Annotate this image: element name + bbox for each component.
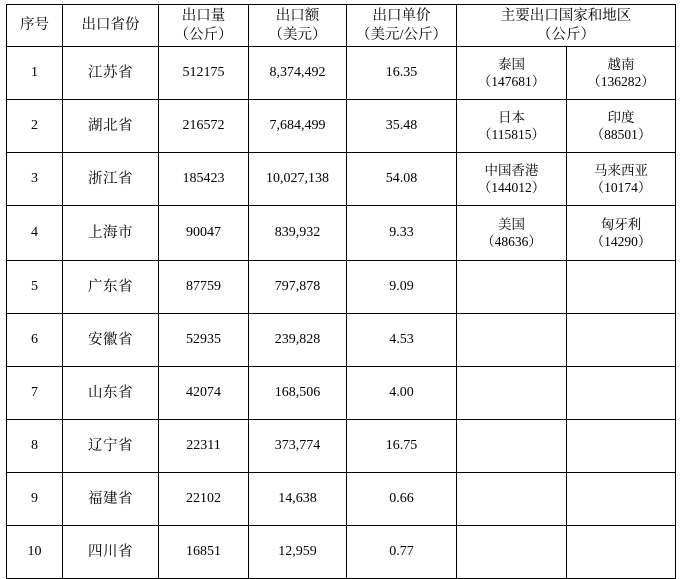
row-province: 江苏省: [63, 47, 159, 100]
row-index: 1: [7, 47, 63, 100]
row-destination-a: [457, 206, 567, 261]
row-destination-b: [567, 367, 676, 420]
table-row: [7, 153, 676, 206]
row-destination-a: [457, 153, 567, 206]
row-province: 上海市: [63, 206, 159, 261]
row-unit-price: 35.48: [347, 100, 457, 153]
row-index: 6: [7, 314, 63, 367]
table-header-row: [7, 5, 676, 47]
row-destination-b: [567, 261, 676, 314]
header-unit-price-line1: 出口单价: [372, 8, 431, 24]
row-destination-b: [567, 473, 676, 526]
row-destination-b: [567, 100, 676, 153]
row-province: 山东省: [63, 367, 159, 420]
table-row: [7, 526, 676, 579]
row-province: 辽宁省: [63, 420, 159, 473]
row-amount: 7,684,499: [249, 100, 347, 153]
header-destinations: [457, 5, 676, 47]
table-row: [7, 420, 676, 473]
row-province: 湖北省: [63, 100, 159, 153]
row-province: 四川省: [63, 526, 159, 579]
row-destination-b: [567, 153, 676, 206]
row-destination-a: [457, 261, 567, 314]
row-amount: 797,878: [249, 261, 347, 314]
row-quantity: 22102: [159, 473, 249, 526]
row-quantity: 52935: [159, 314, 249, 367]
destination-a-value: （147681）: [477, 74, 546, 90]
header-destinations-line1: 主要出口国家和地区: [500, 8, 632, 24]
destination-a-name: 日本: [498, 109, 525, 125]
row-unit-price: 0.66: [347, 473, 457, 526]
header-unit-price-line2: （美元/公斤）: [355, 26, 448, 43]
export-statistics-table: [6, 4, 676, 579]
destination-b-name: 马来西亚: [594, 162, 648, 178]
row-unit-price: 16.75: [347, 420, 457, 473]
row-destination-b: [567, 526, 676, 579]
row-index: 4: [7, 206, 63, 261]
row-index: 2: [7, 100, 63, 153]
row-quantity: 22311: [159, 420, 249, 473]
row-destination-b: [567, 206, 676, 261]
row-province: 广东省: [63, 261, 159, 314]
header-province: [63, 5, 159, 47]
table-row: [7, 206, 676, 261]
table-row: [7, 367, 676, 420]
row-amount: 10,027,138: [249, 153, 347, 206]
row-destination-a: [457, 526, 567, 579]
row-destination-a: [457, 473, 567, 526]
row-unit-price: 9.33: [347, 206, 457, 261]
table-row: [7, 314, 676, 367]
row-index: 7: [7, 367, 63, 420]
row-quantity: 216572: [159, 100, 249, 153]
header-amount-line2: （美元）: [268, 26, 327, 43]
header-destinations-line2: （公斤）: [537, 26, 595, 43]
row-destination-a: [457, 420, 567, 473]
row-amount: 14,638: [249, 473, 347, 526]
header-amount: [249, 5, 347, 47]
row-amount: 12,959: [249, 526, 347, 579]
destination-a-value: （115815）: [478, 127, 545, 143]
destination-b-name: 匈牙利: [600, 216, 642, 232]
header-quantity-line2: （公斤）: [174, 26, 233, 43]
row-province: 安徽省: [63, 314, 159, 367]
row-province: 福建省: [63, 473, 159, 526]
destination-a-name: 美国: [498, 216, 525, 232]
row-destination-b: [567, 47, 676, 100]
row-amount: 373,774: [249, 420, 347, 473]
row-destination-a: [457, 367, 567, 420]
destination-b-value: （88501）: [590, 127, 652, 143]
row-unit-price: 9.09: [347, 261, 457, 314]
row-quantity: 512175: [159, 47, 249, 100]
destination-b-value: （10174）: [590, 180, 652, 196]
row-amount: 239,828: [249, 314, 347, 367]
destination-a-name: 中国香港: [484, 162, 539, 178]
table-row: [7, 261, 676, 314]
document-page: [0, 4, 681, 561]
row-unit-price: 0.77: [347, 526, 457, 579]
row-index: 8: [7, 420, 63, 473]
header-index-line1: 序号: [20, 17, 49, 34]
header-quantity-line1: 出口量: [181, 8, 226, 24]
row-destination-a: [457, 100, 567, 153]
row-quantity: 16851: [159, 526, 249, 579]
row-unit-price: 16.35: [347, 47, 457, 100]
destination-b-name: 越南: [607, 56, 635, 72]
row-unit-price: 4.00: [347, 367, 457, 420]
row-index: 9: [7, 473, 63, 526]
row-quantity: 42074: [159, 367, 249, 420]
row-index: 5: [7, 261, 63, 314]
row-destination-a: [457, 47, 567, 100]
destination-a-name: 泰国: [498, 56, 525, 72]
row-quantity: 185423: [159, 153, 249, 206]
destination-a-value: （144012）: [477, 180, 546, 196]
header-index: [7, 5, 63, 47]
destination-b-name: 印度: [607, 109, 635, 125]
header-amount-line1: 出口额: [275, 8, 320, 24]
row-province: 浙江省: [63, 153, 159, 206]
row-amount: 168,506: [249, 367, 347, 420]
destination-b-value: （136282）: [587, 74, 655, 90]
header-quantity: [159, 5, 249, 47]
row-destination-b: [567, 420, 676, 473]
row-index: 10: [7, 526, 63, 579]
table-row: [7, 473, 676, 526]
header-province-line1: 出口省份: [81, 17, 140, 34]
row-amount: 8,374,492: [249, 47, 347, 100]
row-amount: 839,932: [249, 206, 347, 261]
row-unit-price: 54.08: [347, 153, 457, 206]
row-destination-a: [457, 314, 567, 367]
table-row: [7, 47, 676, 100]
row-quantity: 90047: [159, 206, 249, 261]
header-unit-price: [347, 5, 457, 47]
table-row: [7, 100, 676, 153]
row-quantity: 87759: [159, 261, 249, 314]
destination-a-value: （48636）: [481, 234, 542, 250]
row-index: 3: [7, 153, 63, 206]
row-unit-price: 4.53: [347, 314, 457, 367]
row-destination-b: [567, 314, 676, 367]
destination-b-value: （14290）: [590, 234, 652, 250]
